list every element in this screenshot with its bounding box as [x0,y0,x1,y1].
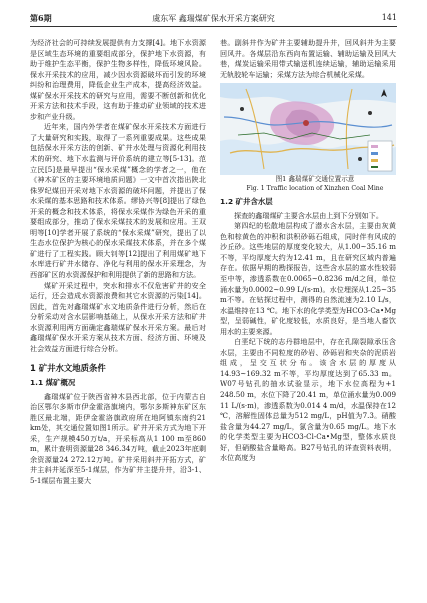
right-column [220,38,396,464]
intro-paragraph-1: 为经济社会的可持续发展提供有力支撑[4]。地下水资源是区域生态环境的重要组成部分，保护地下水资源，有助于维护生态平衡，保护生物多样性，降低环境风险。保水开采技术的应用，减少因水资源破坏而引发的环境纠纷和治理费用，降低企业生产成本，提高经济效益。煤矿保水开采技术的研究与应用，需要不断创新和优化开采方法和技术手段，这有助于推动矿业领域的技术进步和产业升级。 [30,38,206,121]
traffic-location-map [220,83,396,175]
page-number: 141 [381,13,397,22]
section-heading-1-1: 1.1 煤矿概况 [30,377,76,387]
legend-swatch-river [371,152,378,155]
legend-swatch-mine [371,145,378,148]
aquifer-paragraph-1: 探查的鑫瑞煤矿主要含水层由上到下分别如下。 [234,210,383,220]
overview-paragraph: 鑫瑞煤矿位于陕西省神木县西北部，位于内蒙古自治区鄂尔多斯市伊金霍洛旗境内，鄂尔多斯神东矿区东胜区最北端，距伊金霍洛旗政府所在地阿镇东南约21 km处，其交通位置如图1所示。矿井开采方式为地下开采，生产规模450万t/a，开采标高从1 100 m至860 m，累计查明资源量28 346.34万吨，截止2023年底剩余资源量24 272.12万吨。矿井采用斜井开拓方式，矿井主斜井延深至5-1煤层，作为矿井主提升井，沿3-1、5-1煤层布置主要大 [30,391,206,485]
left-column [30,38,206,486]
continued-paragraph: 巷。副斜井作为矿井主要辅助提升井，回风斜井为主要回风井。各煤层沿东西向布置运输、辅助运输及回风大巷，煤炭运输采用带式输送机连续运输，辅助运输采用无轨胶轮车运输；采煤方法为综合机械化采煤。 [220,38,396,79]
intro-paragraph-3: 煤矿开采过程中，突水和排水不仅危害矿井的安全运行，还会造成水资源浪费和其它水资源的污染[14]。因此，首先对鑫瑞煤矿水文地质条件进行分析，然后在分析采动对含水层影响基础上，从保水开采方法和矿井水资源利用两方面确定鑫瑞煤矿保水开采方案。最后对鑫瑞煤矿保水开采方案从技术方面、经济方面、环境及社会效益方面进行综合分析。 [30,280,206,353]
issue-number: 第6期 [30,13,52,23]
legend-swatch-road [371,159,378,162]
map-graphic [220,83,396,175]
aquifer-paragraph-2: 第四纪的松散地层构成了潜水含水层，主要由灰黄色和棕黄色的冲积和洪积砂砾石组成，同时伴有风成的沙丘砂。这些地层的厚度变化较大，从1.00~35.16 m不等，平均厚度大约为12.41 m，且在研究区域内普遍存在。依据早期的勘探报告，这些含水层的富水性较弱至中等，渗透系数在0.0065~0.8236 m/d之间，单位涌水量为0.0002~0.99 L/(s·m)。水位埋深从1.25~35 m不等。在钻探过程中，测得的自然流速为2.10 L/s，水温维持在13 ℃。地下水的化学类型为HCO3-Ca•Mg型，呈弱碱性，矿化度较低，水质良好，是当地人畜饮用水的主要来源。 [220,221,396,336]
aquifer-paragraph-3: 白垩纪下统的志丹群地层中，存在孔隙裂隙承压含水层，主要由不同粒度的砂岩、砂砾岩和夹杂的泥质岩组成，呈交互状分布。该含水层的厚度从14.93~169.32 m不等，平均厚度达到了65.33 m。W07号钻孔的抽水试验显示，地下水位高程为+1 248.50 m，水位下降了20.41 m，单位涌水量为0.009 11 L/(s·m)，渗透系数为0.014 4 m/d，水温保持在12 ℃，溶解性固体总量为512 mg/L，pH值为7.3。硝酸盐含量为44.27 mg/L，氯含量为0.65 mg/L。地下水的化学类型主要为HCO3-Cl-Ca•Mg型，整体水质良好，但硝酸盐含量略高。B27号钻孔的详查资料表明，水位高度为 [220,337,396,463]
legend-swatch-railway [371,166,378,168]
town-marker-3 [358,157,362,161]
town-marker-2 [240,107,244,111]
mine-location-marker [303,120,309,126]
running-title: 虞东军 鑫瑞煤矿保水开采方案研究 [152,14,275,23]
intro-paragraph-2: 近年来，国内外学者在煤矿保水开采技术方面进行了大量研究和实践，取得了一系列重要成果。这些成果包括保水开采方法的创新、矿井水处理与资源化利用技术的研究、地下水监测与评价系统的建立等[5-13]。范立民[5]是最早提出“保水采煤”概念的学者之一，他在《神木矿区的主要环境地质问题》一文中首次指出陕北侏罗纪煤田开采对地下水资源的破坏问题，并提出了保水采煤的基本思路和技术体系。缪协兴等[8]提出了绿色开采的概念和技术体系，将保水采煤作为绿色开采的重要组成部分，推动了保水采煤技术的发展和应用。王双明等[10]学者开展了系统的“保水采煤”研究，提出了以生态水位保护为核心的保水采煤技术体系，并在多个煤矿进行了工程实践。顾大钊等[12]提出了利用煤矿地下水库进行矿井水储存、净化与利用的保水开采理念，为西部矿区的水资源保护和利用提供了新的思路和方法。 [30,122,206,280]
section-heading-1: 1 矿井水文地质条件 [30,363,106,374]
figure-caption-en: Fig. 1 Traffic location of Xinzhen Coal Mine [246,185,384,193]
figure-caption-cn: 图1 鑫瑞煤矿交通位置示意 [275,175,355,184]
town-marker-1 [368,111,372,115]
page-header [30,10,397,27]
section-heading-1-2: 1.2 矿井含水层 [220,197,273,207]
